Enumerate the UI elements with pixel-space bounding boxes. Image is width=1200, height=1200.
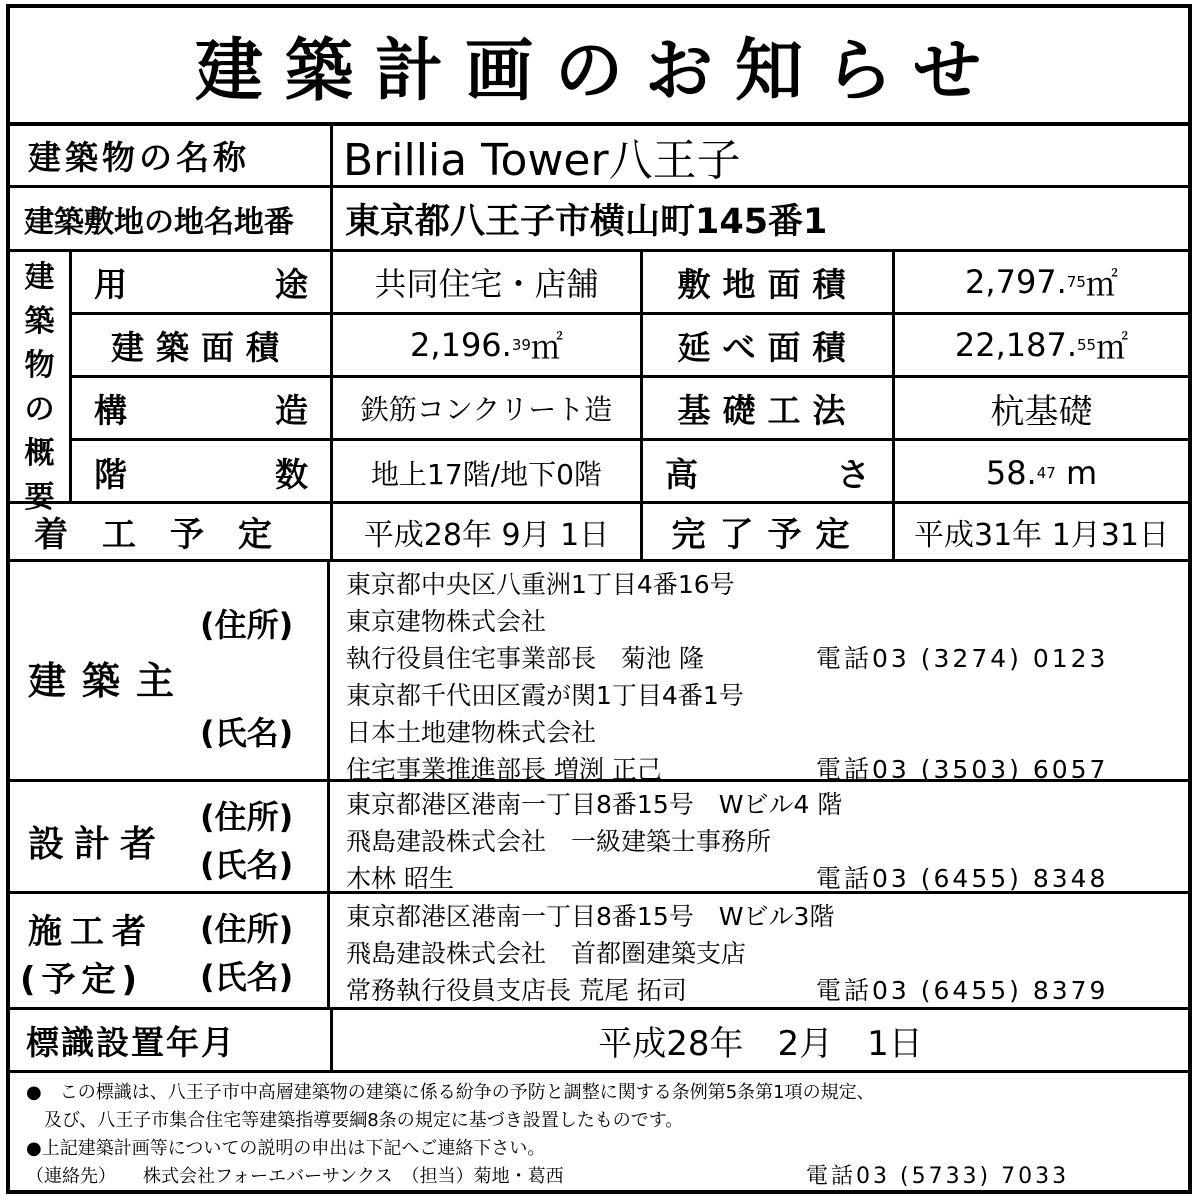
side-char: 築 (24, 304, 55, 339)
end-value: 平成31年 1月31日 (892, 504, 1188, 559)
start-value: 平成28年 9月 1日 (330, 504, 640, 559)
contractor-text: 常務執行役員支店長 荒尾 拓司 (346, 976, 687, 1005)
building-area-value (330, 315, 640, 375)
structure-label: 構 (94, 390, 127, 430)
contractor-label: 施工者 (28, 912, 154, 952)
height-label: 高 (665, 455, 698, 494)
designer-line (346, 786, 1188, 823)
owner-line (346, 566, 1188, 603)
designer-lines (340, 782, 1188, 891)
overview-side-label (10, 252, 72, 515)
contractor-block (10, 894, 1188, 1010)
contact-tel: 電話03 (5733) 7033 (806, 1164, 1070, 1189)
contractor-lines (340, 894, 1188, 1007)
end-label: 完了予定 (640, 504, 892, 559)
building-name-row (10, 126, 1188, 188)
floor-area-label: 延べ面積 (640, 315, 892, 375)
area-unit: ㎡ (530, 328, 563, 366)
owner-addr-label: (住所) (200, 606, 294, 644)
use-row (72, 252, 1188, 315)
area-unit: ㎡ (1096, 328, 1129, 366)
owner-text: 東京建物株式会社 (346, 607, 547, 636)
height-dec: 47 (1036, 463, 1056, 482)
height-unit: m (1065, 453, 1098, 492)
site-address-label: 建築敷地の地名地番 (24, 204, 294, 240)
contractor-line (346, 972, 1188, 1009)
owner-line (346, 640, 1188, 677)
owner-text: 東京都中央区八重洲1丁目4番16号 (346, 570, 735, 599)
floors-value: 地上17階/地下0階 (330, 441, 640, 504)
building-area-label: 建築面積 (111, 327, 291, 367)
owner-block (10, 562, 1188, 782)
floors-label: 数 (275, 455, 308, 494)
structure-label: 造 (275, 390, 308, 430)
owner-tel: 電話03 (3503) 6057 (816, 755, 1109, 784)
designer-text: 木林 昭生 (346, 864, 454, 893)
contractor-line (346, 935, 1188, 972)
note-line: 及び、八王子市集合住宅等建築指導要綱8条の規定に基づき設置したものです。 (26, 1110, 684, 1131)
sign-date-row (10, 1010, 1188, 1073)
area-dec: 39 (511, 336, 531, 354)
height-value (892, 441, 1188, 504)
site-area-label: 敷地面積 (640, 252, 892, 312)
owner-label: 建築主 (28, 659, 191, 703)
designer-line (346, 823, 1188, 860)
owner-text: 東京都千代田区霞が関1丁目4番1号 (346, 681, 744, 710)
area-int: 2,196. (410, 326, 512, 364)
owner-tel: 電話03 (3274) 0123 (816, 644, 1109, 673)
owner-label-cell (10, 562, 330, 779)
designer-tel: 電話03 (6455) 8348 (816, 864, 1109, 893)
site-area-value (892, 252, 1188, 312)
notice-board (6, 4, 1192, 1194)
schedule-row (10, 504, 1188, 562)
designer-label-cell (10, 782, 330, 891)
floors-row (72, 441, 1188, 504)
contractor-addr-label: (住所) (200, 910, 294, 948)
contractor-text: 飛島建設株式会社 首都圏建築支店 (346, 939, 747, 968)
sign-date-label: 標識設置年月 (26, 1022, 236, 1062)
contractor-label2: (予定) (20, 960, 144, 1000)
owner-text: 執行役員住宅事業部長 菊池 隆 (346, 644, 704, 673)
side-char: の (24, 392, 55, 427)
side-char: 物 (24, 348, 55, 383)
designer-name-label: (氏名) (200, 846, 294, 884)
note-line: ●上記建築計画等についての説明の申出は下記へご連絡下さい。 (26, 1138, 546, 1159)
designer-text: 東京都港区港南一丁目8番15号 Wビル4 階 (346, 790, 843, 819)
use-value: 共同住宅・店舗 (330, 252, 640, 312)
area-int: 2,797. (965, 263, 1067, 301)
building-name-value: Brillia Tower八王子 (330, 126, 1188, 185)
building-area-row (72, 315, 1188, 378)
designer-text: 飛島建設株式会社 一級建築士事務所 (346, 827, 772, 856)
note-line (26, 1163, 1172, 1191)
contractor-text: 東京都港区港南一丁目8番15号 Wビル3階 (346, 902, 835, 931)
area-unit: ㎡ (1085, 265, 1118, 303)
owner-line (346, 677, 1188, 714)
owner-name-label: (氏名) (200, 714, 294, 752)
notice-title: 建築計画のお知らせ (10, 8, 1188, 126)
side-char: 要 (24, 480, 55, 515)
owner-text: 住宅事業推進部長 増渕 正己 (346, 755, 662, 784)
structure-row (72, 378, 1188, 441)
contact-text: （連絡先） 株式会社フォーエバーサンクス （担当）菊地・葛西 (26, 1166, 564, 1187)
owner-lines (340, 562, 1188, 784)
designer-addr-label: (住所) (200, 798, 294, 836)
contractor-name-label: (氏名) (200, 958, 294, 996)
contractor-line (346, 898, 1188, 935)
owner-text: 日本土地建物株式会社 (346, 718, 597, 747)
foundation-label: 基礎工法 (640, 378, 892, 438)
owner-line (346, 603, 1188, 640)
contractor-tel: 電話03 (6455) 8379 (816, 976, 1109, 1005)
height-label: さ (837, 455, 870, 494)
owner-line (346, 714, 1188, 751)
designer-label: 設計者 (28, 824, 167, 865)
designer-block (10, 782, 1188, 894)
side-char: 概 (24, 436, 55, 471)
area-dec: 55 (1077, 336, 1097, 354)
height-int: 58. (985, 453, 1037, 492)
designer-line (346, 860, 1188, 897)
foundation-value: 杭基礎 (892, 378, 1188, 438)
side-char: 建 (24, 260, 55, 295)
start-label: 着工予定 (34, 515, 306, 555)
area-dec: 75 (1066, 273, 1086, 291)
contractor-label-cell (10, 894, 330, 1007)
floors-label: 階 (94, 455, 127, 494)
use-label: 用 (94, 264, 127, 304)
overview-block (10, 252, 1188, 515)
site-address-row (10, 188, 1188, 252)
building-name-label: 建築物の名称 (28, 138, 250, 177)
site-address-value: 東京都八王子市横山町145番1 (330, 188, 1188, 249)
floor-area-value (892, 315, 1188, 375)
area-int: 22,187. (954, 326, 1078, 364)
notes-block (10, 1073, 1188, 1197)
use-label: 途 (275, 264, 308, 304)
note-line: ● この標識は、八王子市中高層建築物の建築に係る紛争の予防と調整に関する条例第5条第1項の規定、 (26, 1082, 875, 1103)
sign-date-value: 平成28年 2月 1日 (330, 1010, 1188, 1070)
structure-value: 鉄筋コンクリート造 (330, 378, 640, 438)
